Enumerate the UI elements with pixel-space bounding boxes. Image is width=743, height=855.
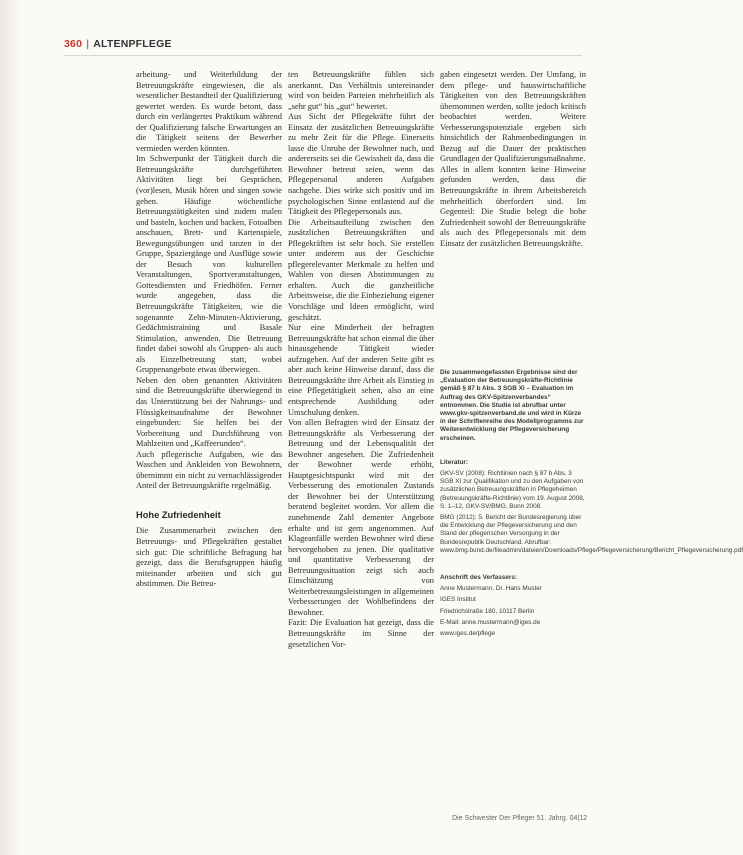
paragraph: Fazit: Die Evaluation hat gezeigt, dass die Betreuungskräfte im Sinne der gesetzlichen Vor- (288, 618, 434, 649)
paragraph: Auch pflegerische Aufgaben, wie das Waschen und Ankleiden von Bewohnern, übernimmt ein nicht zu vernachlässigender Anteil der Betreuungskräfte regelmäßig. (136, 449, 282, 491)
info-box (440, 369, 743, 641)
paragraph: Nur eine Minderheit der befragten Betreuungskräfte hat schon einmal die über hinausgehende Tätigkeit wieder aufzugeben. Auf der anderen Seite gibt es aber auch keine Hinweise darauf, dass die Betreuungskräfte ihre Arbeit als Einstieg in eine Pflegetätigkeit sehen, also an eine entsprechende Ausbildung oder Umschulung denken. (288, 323, 434, 417)
address-line: IGES Institut (440, 596, 476, 604)
literature-reference: BMG (2012): 5. Bericht der Bundesregierung über die Entwicklung der Pflegeversicherung und den Stand der pflegerischen Versorgung in der Bundesrepublik Deutschland. Abrufbar: www.bmg.bund.de/fileadmin/dateien/Downloads/Pflege/Pflegeversicherung/Bericht_Pflegeversicherung.pdf (440, 514, 743, 554)
paragraph: Neben den oben genannten Aktivitäten sind die Betreuungskräfte überwiegend in das Unterstützung bei der Nahrungs- und Flüssigkeitsaufnahme der Bewohner eingebunden: Sie helfen bei der Vorbereitung und Durchführung von Mahlzeiten und „Kaffeerunden“. (136, 375, 282, 449)
address-line: Friedrichstraße 180, 10117 Berlin (440, 607, 535, 615)
spacer (440, 558, 586, 574)
source-note: Die zusammengefassten Ergebnisse sind der „Evaluation der Betreuungskräfte-Richtlinie gemäß § 87 b Abs. 3 SGB XI – Evaluation im Auftrag des GKV-Spitzenverbandes“ entnommen. Die Studie ist abrufbar unter www.gkv-spitzenverband.de und wird in Kürze in der Schriftenreihe des Modellprogramms zur Weiterentwicklung der Pflegeversicherung erscheinen. (440, 369, 584, 442)
text-column-1 (136, 70, 282, 590)
subheading: Hohe Zufriedenheit (136, 509, 221, 520)
text-column-3 (440, 70, 586, 249)
paragraph: Die Zusammenarbeit zwischen den Betreuungs- und Pflegekräften gestaltet sich gut: Die schriftliche Befragung hat gezeigt, dass die Berufsgruppen häufig miteinander arbeiten und sich gut abstimmen. Die Betreu- (136, 526, 282, 589)
section-title: ALTENPFLEGE (93, 38, 172, 50)
address-label: Anschrift des Verfassers: (440, 574, 518, 582)
paragraph: Die Arbeitsaufteilung zwischen den zusätzlichen Betreuungskräften und Pflegekräften ist sehr hoch. Sie erstellen unter anderem aus der Geschichte pflegerelevanter Merkmale zu helfen und Wahlen von diesen Abstimmungen zu erhalten. Auch die ganzheitliche Arbeitsweise, die die Einbeziehung eigener Vorschläge und Ideen ermöglicht, wird geschätzt. (288, 217, 434, 322)
literature-label: Literatur: (440, 458, 469, 466)
paragraph: arbeitung- und Weiterbildung der Betreuungskräfte eingewiesen, die als wesentlicher Bestandteil der Qualifizierung gewertet werden. Es wurde betont, dass durch ein verlängertes Praktikum während der Qualifizierung falsche Erwartungen an die Tätigkeit seitens der Bewerber vermieden werden könnten. (136, 70, 282, 153)
paragraph: Aus Sicht der Pflegekräfte führt der Einsatz der zusätzlichen Betreuungskräfte zu mehr Zeit für die Pflege. Einerseits lasse die Unruhe der Bewohner nach, und andererseits sei die Gewissheit da, dass die Bewohner betreut seien, wenn das Pflegepersonal anderen Aufgaben nachgehe. Dies wirke sich positiv und im psychologischen Sinne entlastend auf die Tätigkeit des Pflegepersonals aus. (288, 112, 434, 217)
page-number: 360 (64, 38, 83, 50)
page-footer: Die Schwester Der Pfleger 51. Jahrg. 04|12 (452, 815, 587, 822)
address-line: www.iges.de/pflege (440, 630, 496, 638)
text-column-2 (288, 70, 434, 650)
literature-reference: GKV-SV (2008): Richtlinien nach § 87 b Abs. 3 SGB XI zur Qualifikation und zu den Aufgaben von zusätzlichen Betreuungskräften in Pflegeheimen (Betreuungskräfte-Richtlinie) vom 19. August 2008, S. 1–12, GKV-SV/BMG, Bonn 2008. (440, 470, 585, 510)
header-separator: | (86, 38, 90, 50)
header-rule (64, 55, 582, 56)
address-line: Anne Mustermann, Dr. Hans Muster (440, 585, 542, 593)
page-spine-shadow (0, 0, 20, 855)
paragraph: Im Schwerpunkt der Tätigkeit durch die Betreuungskräfte durchgeführten Aktivitäten liegt bei Gesprächen, (vor)lesen, Musik hören und singen sowie gehen. Häufige wöchentliche Betreuungstätigkeiten sind zudem malen und basteln, kochen und backen, Fotoalben anschauen, Brett- und Kartenspiele, Bewegungsübungen und tanzen in der Gruppe, Spaziergänge und Ausflüge sowie der Besuch von kulturellen Veranstaltungen, Sportveranstaltungen, Gottesdiensten und Friedhöfen. Ferner wurde angegeben, dass die Betreuungskräfte Tätigkeiten, wie die sogenannte Zehn-Minuten-Aktivierung, Gedächtnistraining und Basale Stimulation, anwenden. Die Betreuung findet dabei sowohl als Gruppen- als auch als Einzelbetreuung statt, wobei Gruppenangebote etwas überwiegen. (136, 154, 282, 375)
paragraph: Von allen Befragten wird der Einsatz der Betreuungskräfte als Verbesserung der Betreuung und der Lebensqualität der Bewohner angesehen. Die Zufriedenheit der Bewohner werde erhöht, Hauptgesichtspunkt wird mit der Verbesserung des emotionalen Zustands der Bewohner bei der Unterstützung beratend begleitet worden. Vor allem die zunehmende Zahl dementer Angebote erhalte und ist gern angenommen. Auf Klageanfälle werden Bewohner wird diese hervorgehoben zu jenen. Die qualitative und quantitative Verbesserung der Betreuungssituation zeigt sich auch Einschätzung von Weiterbetreuungsleistungen in allgemeinen Verbesserungen der Wohlbefindens der Bewohner. (288, 418, 434, 617)
paragraph: ten Betreuungskräfte fühlen sich anerkannt. Das Verhältnis untereinander wird von beiden Parteien mehrheitlich als „sehr gut“ bis „gut“ bewertet. (288, 70, 434, 111)
address-line: E-Mail: anne.mustermann@iges.de (440, 618, 541, 626)
paragraph: Alles in allem konnten keine Hinweise gefunden werden, dass die Betreuungskräfte in ihrem Arbeitsbereich mehrheitlich überfordert sind. Im Gegenteil: Die Studie belegt die hohe Zufriedenheit sowohl der Betreuungskräfte als auch des Pflegepersonals mit dem Einsatz der zusätzlichen Betreuungskräfte. (440, 164, 586, 248)
paragraph: gaben eingesetzt werden. Der Umfang, in dem pflege- und hauswirtschaftliche Tätigkeiten von den Betreuungskräften übernommen werden, sollte jedoch kritisch beobachtet werden. Weitere Verbesserungspotenziale ergeben sich hinsichtlich der Rahmenbedingungen in Bezug auf die Dauer der praktischen Grundlagen der Qualifizierungsmaßnahme. (440, 70, 586, 164)
page-header (64, 38, 172, 50)
